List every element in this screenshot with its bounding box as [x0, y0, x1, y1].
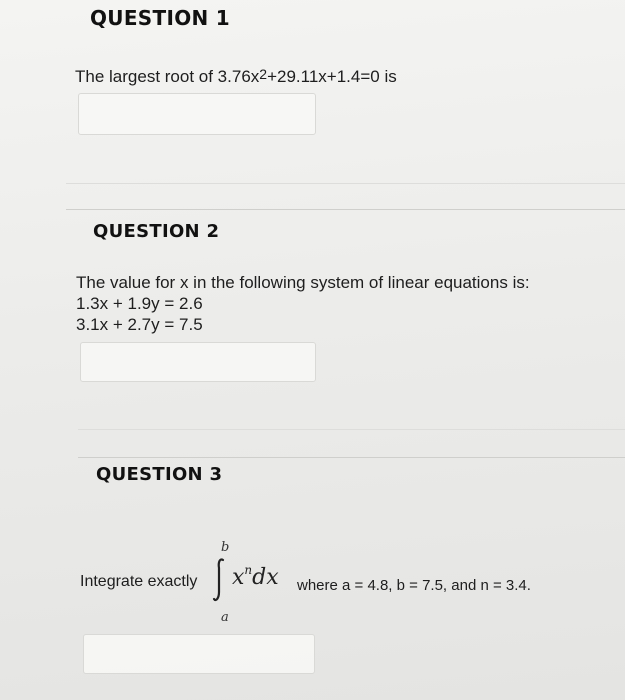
- question-1-prompt: [75, 67, 397, 87]
- question-1-prompt-start: The largest root of 3.76x: [75, 67, 260, 86]
- integrand-power: n: [244, 563, 253, 577]
- integrand-base: x: [232, 565, 245, 590]
- integrand-differential: dx: [252, 565, 279, 590]
- question-2-prompt: The value for x in the following system of linear equations is:: [76, 273, 530, 292]
- question-3-heading: QUESTION 3: [96, 464, 223, 485]
- question-3-prompt-start: Integrate exactly: [80, 573, 198, 590]
- integral-sign-icon: [212, 558, 226, 602]
- question-3-top-divider: [78, 457, 625, 458]
- question-2-top-divider: [66, 209, 625, 210]
- question-3-answer-field[interactable]: [83, 634, 315, 674]
- question-2-equation-1: 1.3x + 1.9y = 2.6: [76, 294, 203, 313]
- question-1-prompt-end: +29.11x+1.4=0 is: [267, 67, 397, 86]
- integral-lower-limit: a: [221, 610, 229, 625]
- question-1-heading: QUESTION 1: [90, 6, 231, 30]
- question-1-bottom-divider: [66, 183, 625, 184]
- question-2-equation-2: 3.1x + 2.7y = 7.5: [76, 315, 203, 334]
- question-2-bottom-divider: [78, 429, 625, 430]
- question-2-answer-field[interactable]: [80, 342, 316, 382]
- integral-expression: [208, 540, 298, 632]
- question-1-answer-field[interactable]: [78, 93, 316, 135]
- question-2-heading: QUESTION 2: [93, 221, 220, 242]
- integrand: [232, 565, 279, 590]
- integral-upper-limit: b: [221, 540, 230, 555]
- question-1-exponent: 2: [259, 66, 268, 82]
- question-3-prompt-end: where a = 4.8, b = 7.5, and n = 3.4.: [297, 577, 531, 594]
